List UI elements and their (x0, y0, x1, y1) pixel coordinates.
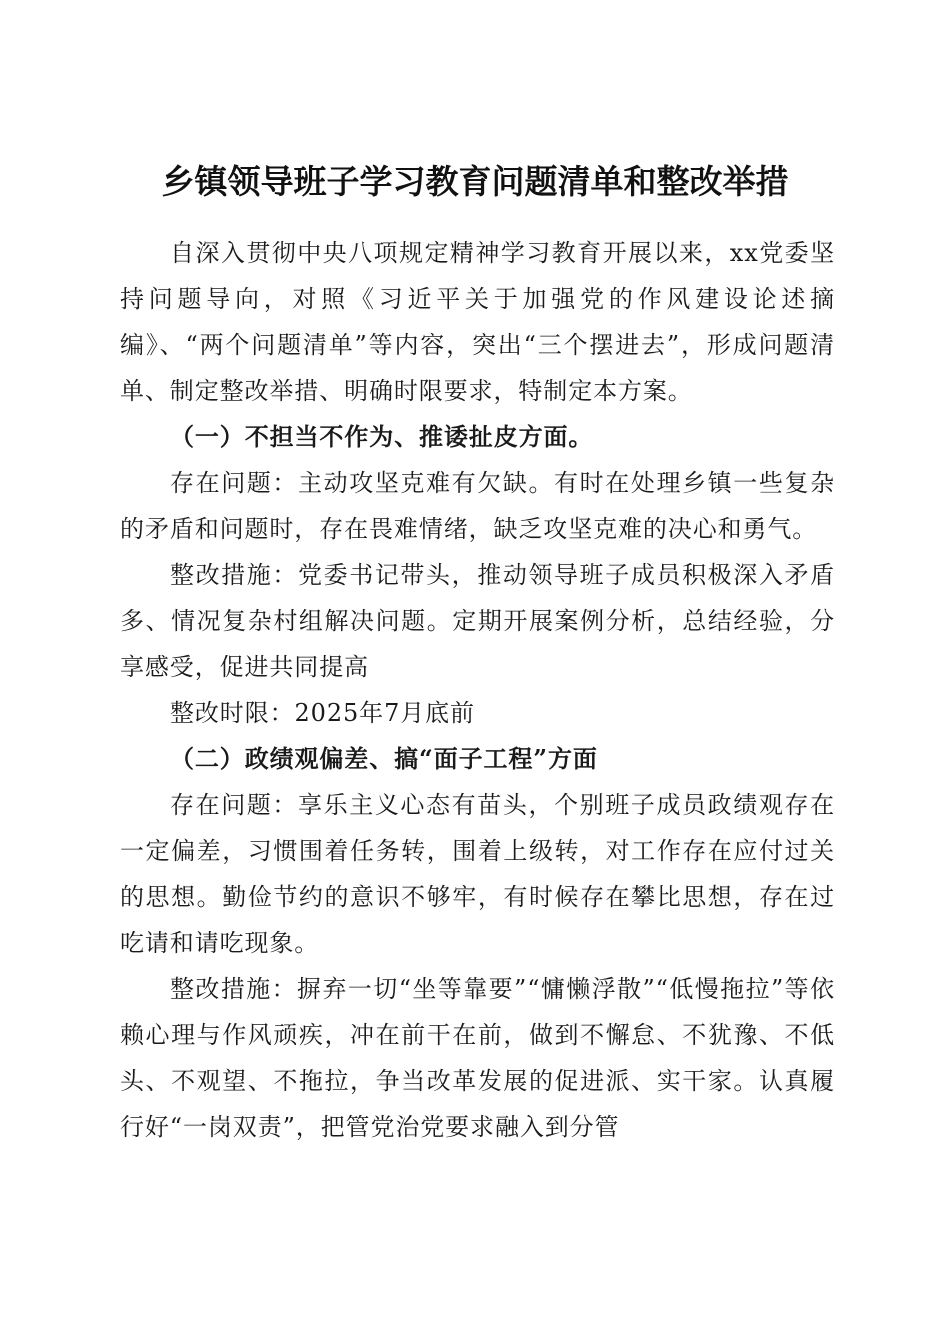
section-1-heading: （一）不担当不作为、推诿扯皮方面。 (170, 422, 594, 451)
section-1-problem: 存在问题：主动攻坚克难有欠缺。有时在处理乡镇一些复杂的矛盾和问题时，存在畏难情绪，缺乏攻坚克难的决心和勇气。 (120, 469, 835, 543)
document-body (120, 230, 835, 1150)
section-2-problem: 存在问题：享乐主义心态有苗头，个别班子成员政绩观存在一定偏差，习惯围着任务转，围着上级转，对工作存在应付过关的思想。勤俭节约的意识不够牢，有时候存在攀比思想，存在过吃请和请吃现象。 (120, 791, 835, 957)
section-1-measure: 整改措施：党委书记带头，推动领导班子成员积极深入矛盾多、情况复杂村组解决问题。定期开展案例分析，总结经验，分享感受，促进共同提高 (120, 561, 835, 681)
intro-paragraph: 自深入贯彻中央八项规定精神学习教育开展以来，xx党委坚持问题导向，对照《习近平关于加强党的作风建设论述摘编》、“两个问题清单”等内容，突出“三个摆进去”，形成问题清单、制定整改举措、明确时限要求，特制定本方案。 (120, 239, 835, 405)
document-title: 乡镇领导班子学习教育问题清单和整改举措 (161, 162, 789, 202)
section-2-heading: （二）政绩观偏差、搞“面子工程”方面 (170, 744, 598, 773)
section-2-measure: 整改措施：摒弃一切“坐等靠要”“慵懒浮散”“低慢拖拉”等依赖心理与作风顽疾，冲在前干在前，做到不懈怠、不犹豫、不低头、不观望、不拖拉，争当改革发展的促进派、实干家。认真履行好“一岗双责”，把管党治党要求融入到分管 (120, 975, 835, 1141)
section-1-deadline: 整改时限：2025年7月底前 (170, 699, 475, 727)
